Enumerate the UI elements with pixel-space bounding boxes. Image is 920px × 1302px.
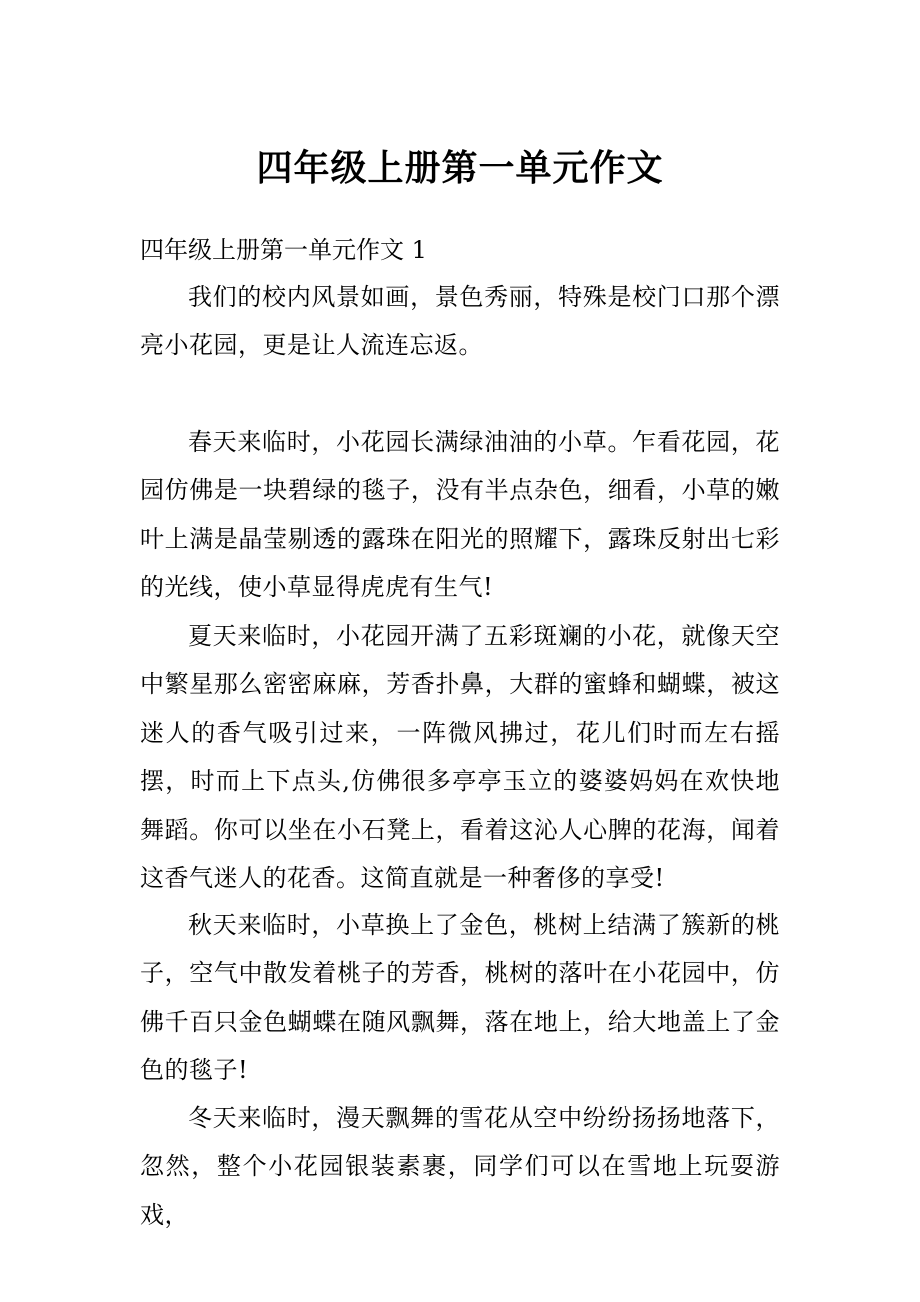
paragraph-summer: 夏天来临时，小花园开满了五彩斑斓的小花，就像天空中繁星那么密密麻麻，芳香扑鼻，大群的蜜蜂和蝴蝶，被这迷人的香气吸引过来，一阵微风拂过，花儿们时而左右摇摆，时而上下点头,仿佛很多亭亭玉立的婆婆妈妈在欢快地舞蹈。你可以坐在小石凳上，看着这沁人心脾的花海，闻着这香气迷人的花香。这简直就是一种奢侈的享受! [140, 622, 780, 893]
section-heading: 四年级上册第一单元作文 1 [140, 236, 427, 264]
paragraph-intro: 我们的校内风景如画，景色秀丽，特殊是校门口那个漂亮小花园，更是让人流连忘返。 [140, 283, 780, 360]
document-title: 四年级上册第一单元作文 [256, 147, 664, 189]
paragraph-winter: 冬天来临时，漫天飘舞的雪花从空中纷纷扬扬地落下，忽然，整个小花园银装素裹，同学们可以在雪地上玩耍游戏， [140, 1104, 780, 1229]
paragraph-spring: 春天来临时，小花园长满绿油油的小草。乍看花园，花园仿佛是一块碧绿的毯子，没有半点杂色，细看，小草的嫩叶上满是晶莹剔透的露珠在阳光的照耀下，露珠反射出七彩的光线，使小草显得虎虎有生气! [140, 428, 780, 602]
paragraph-autumn: 秋天来临时，小草换上了金色，桃树上结满了簇新的桃子，空气中散发着桃子的芳香，桃树的落叶在小花园中，仿佛千百只金色蝴蝶在随风飘舞，落在地上，给大地盖上了金色的毯子! [140, 911, 780, 1085]
